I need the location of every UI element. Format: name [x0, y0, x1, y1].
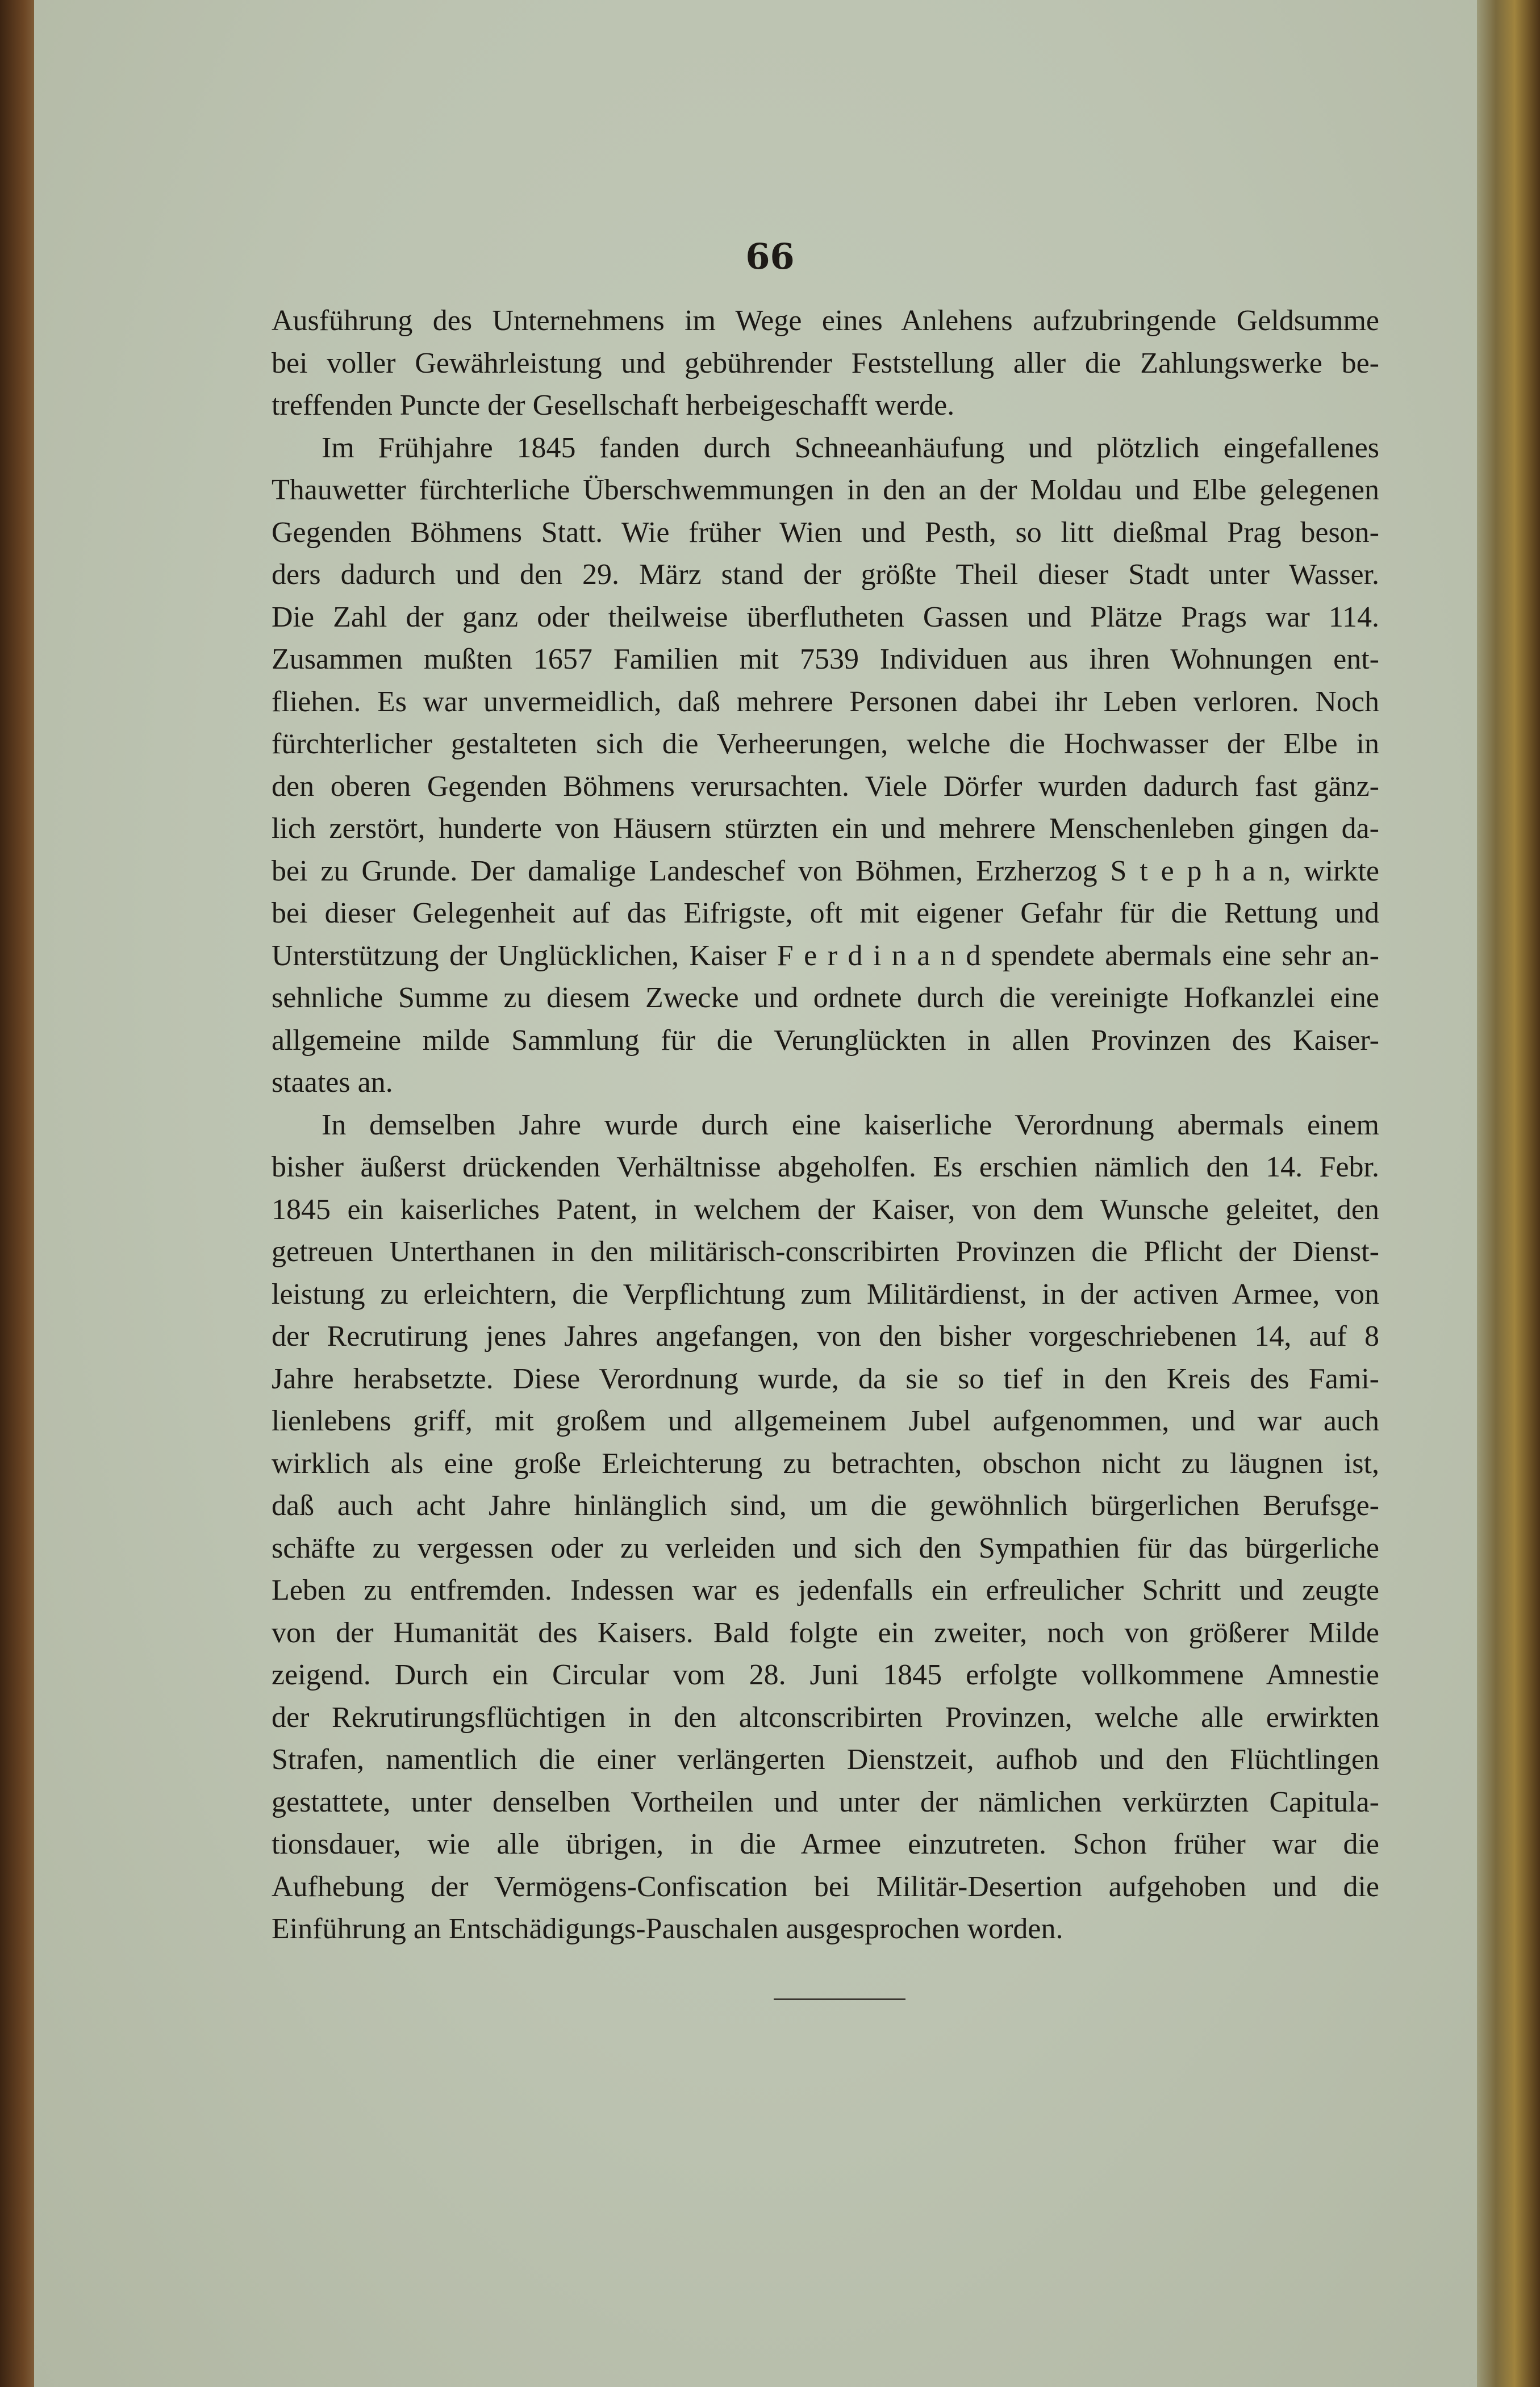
text-line: Jahre herabsetzte. Diese Verordnung wurde, da sie so tief in den Kreis des Fami- — [272, 1362, 1379, 1395]
text-line: Gegenden Böhmens Statt. Wie früher Wien und Pesth, so litt dießmal Prag beson- — [272, 516, 1379, 549]
text-line: der Rekrutirungsflüchtigen in den altconscribirten Provinzen, welche alle erwirkten — [272, 1701, 1379, 1734]
text-line: lienlebens griff, mit großem und allgemeinem Jubel aufgenommen, und war auch — [272, 1405, 1379, 1437]
text-line: Die Zahl der ganz oder theilweise überflutheten Gassen und Plätze Prags war 114. — [272, 600, 1379, 633]
text-line: den oberen Gegenden Böhmens verursachten. Viele Dörfer wurden dadurch fast gänz- — [272, 770, 1379, 803]
text-line: In demselben Jahre wurde durch eine kaiserliche Verordnung abermals einem — [322, 1108, 1379, 1141]
text-line: schäfte zu vergessen oder zu verleiden und sich den Sympathien für das bürgerliche — [272, 1531, 1379, 1564]
text-line: bisher äußerst drückenden Verhältnisse abgeholfen. Es erschien nämlich den 14. Febr. — [272, 1151, 1379, 1183]
text-line: treffenden Puncte der Gesellschaft herbeigeschafft werde. — [272, 389, 955, 422]
text-line: ders dadurch und den 29. März stand der größte Theil dieser Stadt unter Wasser. — [272, 558, 1379, 591]
text-line: bei dieser Gelegenheit auf das Eifrigste, oft mit eigener Gefahr für die Rettung und — [272, 897, 1379, 929]
text-line: Strafen, namentlich die einer verlängerten Dienstzeit, aufhob und den Flüchtlingen — [272, 1743, 1379, 1776]
text-line: der Recrutirung jenes Jahres angefangen, von den bisher vorgeschriebenen 14, auf 8 — [272, 1320, 1379, 1353]
text-line: staates an. — [272, 1066, 393, 1099]
body-text — [272, 300, 1379, 1951]
text-line: bei voller Gewährleistung und gebührender Feststellung aller die Zahlungswerke be- — [272, 347, 1379, 379]
text-line: allgemeine milde Sammlung für die Verunglückten in allen Provinzen des Kaiser- — [272, 1024, 1379, 1057]
text-line: Im Frühjahre 1845 fanden durch Schneeanhäufung und plötzlich eingefallenes — [322, 431, 1379, 464]
text-line: sehnliche Summe zu diesem Zwecke und ordnete durch die vereinigte Hofkanzlei eine — [272, 982, 1379, 1014]
page-edge-right — [1477, 0, 1540, 2387]
end-rule-divider — [774, 1998, 905, 2000]
paragraph — [272, 427, 1379, 1104]
text-line: fliehen. Es war unvermeidlich, daß mehrere Personen dabei ihr Leben verloren. Noch — [272, 685, 1379, 718]
text-line: Thauwetter fürchterliche Überschwemmungen in den an der Moldau und Elbe gelegenen — [272, 474, 1379, 506]
text-line: fürchterlicher gestalteten sich die Verheerungen, welche die Hochwasser der Elbe in — [272, 728, 1379, 760]
text-line: getreuen Unterthanen in den militärisch-conscribirten Provinzen die Pflicht der Dienst- — [272, 1236, 1379, 1268]
text-line: gestattete, unter denselben Vortheilen und unter der nämlichen verkürzten Capitula- — [272, 1785, 1379, 1818]
text-line: Unterstützung der Unglücklichen, Kaiser F e r d i n a n d spendete abermals eine sehr an- — [272, 939, 1379, 972]
text-line: daß auch acht Jahre hinlänglich sind, um die gewöhnlich bürgerlichen Berufsge- — [272, 1489, 1379, 1522]
text-line: Einführung an Entschädigungs-Pauschalen ausgesprochen worden. — [272, 1913, 1063, 1945]
text-line: zeigend. Durch ein Circular vom 28. Juni 1845 erfolgte vollkommene Amnestie — [272, 1659, 1379, 1691]
text-line: Ausführung des Unternehmens im Wege eines Anlehens aufzubringende Geldsumme — [272, 304, 1379, 337]
text-line: leistung zu erleichtern, die Verpflichtung zum Militärdienst, in der activen Armee, von — [272, 1278, 1379, 1311]
page-number: 66 — [745, 236, 795, 277]
text-line: lich zerstört, hunderte von Häusern stürzten ein und mehrere Menschenleben gingen da- — [272, 812, 1379, 845]
text-line: tionsdauer, wie alle übrigen, in die Armee einzutreten. Schon früher war die — [272, 1828, 1379, 1860]
text-line: wirklich als eine große Erleichterung zu betrachten, obschon nicht zu läugnen ist, — [272, 1447, 1379, 1480]
text-line: Zusammen mußten 1657 Familien mit 7539 Individuen aus ihren Wohnungen ent- — [272, 643, 1379, 675]
paragraph — [272, 1104, 1379, 1951]
text-line: 1845 ein kaiserliches Patent, in welchem der Kaiser, von dem Wunsche geleitet, den — [272, 1193, 1379, 1226]
text-line: von der Humanität des Kaisers. Bald folgte ein zweiter, noch von größerer Milde — [272, 1616, 1379, 1649]
text-line: Aufhebung der Vermögens-Confiscation bei Militär-Desertion aufgehoben und die — [272, 1870, 1379, 1903]
text-line: bei zu Grunde. Der damalige Landeschef von Böhmen, Erzherzog S t e p h a n, wirkte — [272, 854, 1379, 887]
text-line: Leben zu entfremden. Indessen war es jedenfalls ein erfreulicher Schritt und zeugte — [272, 1574, 1379, 1606]
paragraph — [272, 300, 1379, 427]
